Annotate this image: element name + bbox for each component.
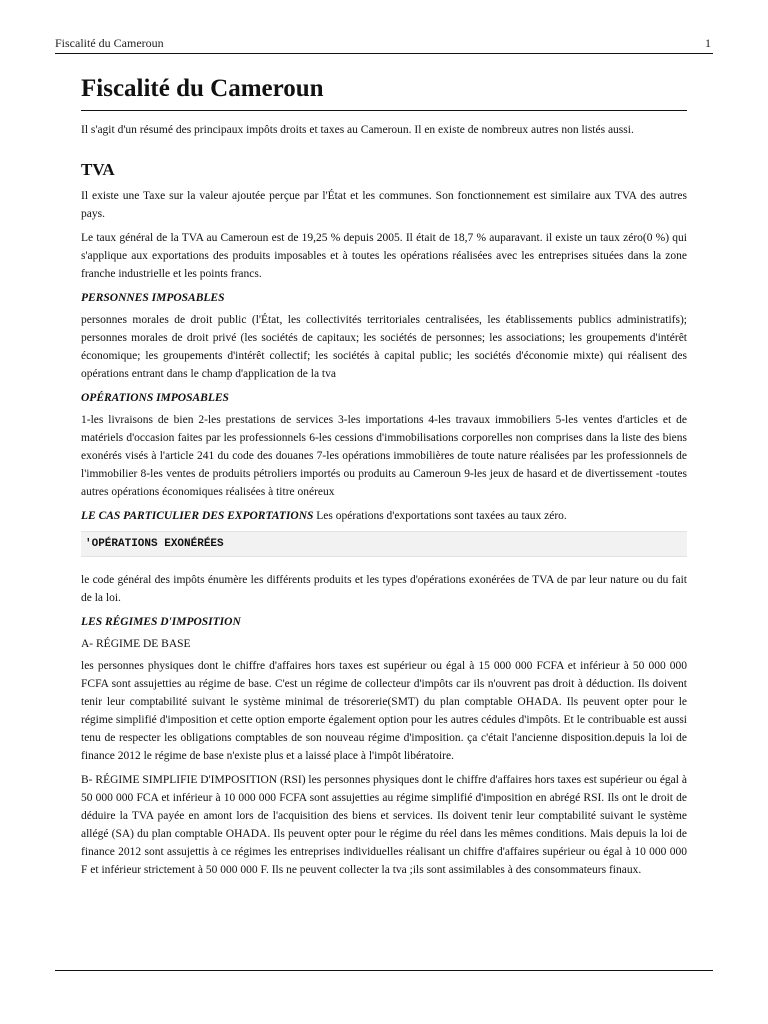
personnes-imposables-text: personnes morales de droit public (l'État, les collectivités territoriales centralisées, les établissements publics administratifs); personnes morales de droit privé (les sociétés de capitaux; les sociétés de personnes; les associations; les groupements d'intérêt économique; les groupements d'intérêt collectif; les sociétés à capital public; les sociétés d'économie mixte) qui réalisent des opérations entrant dans le champ d'application de la tva	[81, 314, 687, 380]
footer-rule	[55, 970, 713, 971]
subheading-operations-imposables: OPÉRATIONS IMPOSABLES	[81, 392, 229, 404]
page-title: Fiscalité du Cameroun	[81, 75, 324, 102]
operations-exonerees-text: le code général des impôts énumère les différents produits et les types d'opérations exonérées de TVA de par leur nature ou du fait de la loi.	[81, 574, 687, 604]
regime-b-text: B- RÉGIME SIMPLIFIE D'IMPOSITION (RSI) les personnes physiques dont le chiffre d'affaires hors taxes est supérieur ou égal à 50 000 000 FCA et inférieur à 10 000 000 FCFA sont assujetties au régime simplifié d'imposition en abrégé RSI. Ils ont le droit de déduire la TVA payée en amont lors de l'acquisition des biens et services. Ils doivent tenir leur comptabilité suivant le système allégé (SA) du plan comptable OHADA. Ils peuvent opter pour le régime du réel dans les mêmes conditions. Mais depuis la loi de finance 2012 sont assujettis à ce régimes les entreprises individuelles réalisant un chiffre d'affaires supérieur ou égal à 10 000 000 F et inférieur strictement à 50 000 000 F. Ils ne peuvent collecter la tva ;ils sont assimilables à des consommateurs finaux.	[81, 774, 687, 876]
page-number: 1	[705, 36, 711, 50]
regime-a-heading: A- RÉGIME DE BASE	[81, 638, 191, 650]
header-rule	[55, 53, 713, 54]
code-block-operations-exonerees: 'OPÉRATIONS EXONÉRÉES	[81, 531, 687, 557]
operations-imposables-text: 1-les livraisons de bien 2-les prestations de services 3-les importations 4-les travaux immobiliers 5-les ventes d'articles et de matériels d'occasion faites par les professionnels 6-les cessions d'immobilisations corporelles non comprises dans la liste des biens exonérés visés à l'article 241 du code des douanes 7-les opérations immobilières de toute nature réalisées par les professionnels de l'immobilier 8-les ventes de produits pétroliers importés ou produits au Cameroun 9-les jeux de hasard et de divertissement -toutes autres opérations économiques réalisées à titre onéreux	[81, 414, 687, 498]
tva-paragraph-1: Il existe une Taxe sur la valeur ajoutée perçue par l'État et les communes. Son fonctionnement est similaire aux TVA des autres pays.	[81, 190, 687, 220]
regime-a-text: les personnes physiques dont le chiffre d'affaires hors taxes est supérieur ou égal à 15 000 000 FCFA et inférieur à 50 000 000 FCFA sont assujetties au régime de base. C'est un régime de collecteur d'impôts car ils n'ouvrent pas droit à déduction. Ils doivent tenir leur comptabilité suivant le système minimal de trésorerie(SMT) du plan comptable OHADA. Ils peuvent opter pour le régime simplifié d'imposition et cette option emporte également option pour les autres cédules d'impôts. Et le contribuable est aussi tenu de respecter les obligations comptables de son nouveau régime d'imposition. ça c'était l'ancienne disposition.depuis la loi de finance 2012 le régime de base n'existe plus et a laissé place à l'impôt libératoire.	[81, 660, 687, 762]
subheading-regimes-imposition: LES RÉGIMES D'IMPOSITION	[81, 616, 241, 628]
subheading-exportations: LE CAS PARTICULIER DES EXPORTATIONS	[81, 510, 314, 522]
running-header-title: Fiscalité du Cameroun	[55, 36, 164, 50]
section-heading-tva: TVA	[81, 160, 115, 179]
exports-text: Les opérations d'exportations sont taxées au taux zéro.	[313, 510, 567, 522]
page-content	[81, 73, 687, 885]
intro-paragraph: Il s'agit d'un résumé des principaux impôts droits et taxes au Cameroun. Il en existe de nombreux autres non listés aussi.	[81, 124, 634, 136]
title-rule	[81, 110, 687, 111]
subheading-personnes-imposables: PERSONNES IMPOSABLES	[81, 292, 225, 304]
tva-paragraph-2: Le taux général de la TVA au Cameroun est de 19,25 % depuis 2005. Il était de 18,7 % auparavant. il existe un taux zéro(0 %) qui s'applique aux exportations des produits imposables et à toutes les opérations réalisées avec les entreprises situées dans la zone franche industrielle et les points francs.	[81, 232, 687, 280]
exports-paragraph	[81, 507, 687, 525]
